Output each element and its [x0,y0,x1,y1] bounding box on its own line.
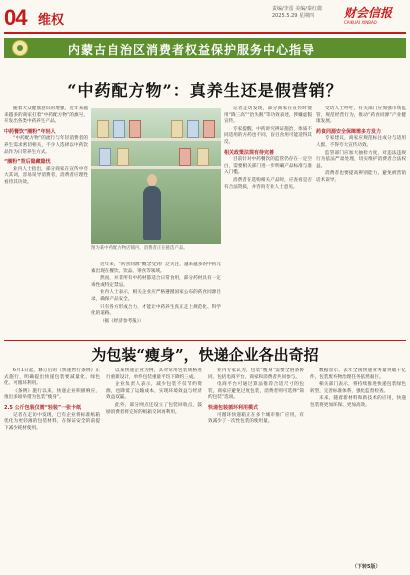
article-paragraph: 《条例》施行以来，快递企业积极响应，推出多项举措为包装“瘦身”。 [4,388,100,401]
header-divider [4,32,406,34]
article-paragraph: 然而，并非所有中药材都适合日常食用，部分药材具有一定毒性或特定禁忌。 [91,276,221,288]
article-paragraph: 消费者也要提高辨别能力，避免被营销话术误导。 [316,171,406,183]
article-column [4,368,100,562]
edition-meta [272,6,322,20]
continued-note: （下转5版） [352,564,381,570]
article-subheading: “圈粉”背后隐藏隐忧 [4,159,51,166]
article-paragraph: 目前针对中药餐饮的监管仍存在一定空白，需要相关部门进一步明确产品标准与准入门槛。 [224,157,312,176]
newspaper-brand-latin: CAIKUAI XINBAO [344,20,377,25]
article-paragraph: 消费者在选购相关产品时，应查看是否有合法资质，并咨询专业人士意见。 [224,177,312,190]
article-subheading: 2.5 公斤包装仅需“轻装”一张卡纸 [4,404,82,411]
article-paragraph: （据《经济参考报》） [100,318,144,324]
guidance-banner [4,38,406,58]
article-subheading: 快递包装循环利用模式 [208,404,259,411]
article-subheading: 中药餐饮“圈粉”年轻人 [4,128,56,135]
article-paragraph: 6月1日起，修订后的《快递暂行条例》正式施行，明确提出快递包装要减量化、绿色化、可循环利用。 [4,368,100,387]
section-divider [4,340,406,341]
article-paragraph: 只有各方形成合力，才能让中药养生真正走上规范化、科学化的道路。 [91,304,221,317]
article-paragraph: 此外，部分网点还设立了包装回收点，鼓励消费者将完好的纸箱交回再利用。 [106,402,202,415]
newspaper-brand: 财会信报 [344,6,393,20]
article-column [91,262,221,332]
banner-title: 内蒙古自治区消费者权益保护服务中心指导 [68,43,316,57]
article-paragraph: 电商平台可通过算法推荐合适尺寸的包装，商家应避免过度包装，消费者则可选择“简约包装”选项。 [208,382,304,401]
article-paragraph: 随着大众健康意识的增强，近年来越来越多的商家打着“中药配方物”的旗号，开发出各类中药养生产品。 [4,106,88,125]
article-paragraph: “中药配方物”的流行与年轻消费者的养生需求密切相关，不少人选择以中药饮品作为日常养生方式。 [4,136,88,155]
editor-credits: 责编/李雷 美编/秦红微 [272,6,322,12]
page-header [0,0,410,34]
article-paragraph: 记者走访发现，部分商家在宣传时使用“降三高”“治失眠”等功效表述，涉嫌虚假宣传。 [224,106,312,125]
article-paragraph: 近年来，“药食同源”概念受到广泛关注，越来越多的中药元素出现在餐饮、饮品、零食等领域。 [91,262,221,274]
article-paragraph: 受访人士呼吁，有关部门应加强市场监管，规范经营行为，推动“药食同源”产业健康发展。 [316,106,406,125]
consumer-rights-emblem-icon [12,40,28,56]
page-number: 04 [4,5,27,30]
photo-caption: 图为某中药配方物店铺内，消费者正在挑选产品。 [91,246,188,251]
article-paragraph: 以某快递企业为例，其对常用包装规格进行重新设计，单件包装重量平均下降约三成。 [106,368,202,380]
article-photo [91,108,221,244]
section-name: 维权 [38,13,65,28]
article-paragraph: 专家建议，商家应规范标注成分与适用人群，不得夸大宣传功效。 [316,136,406,148]
article-column [208,368,304,562]
article-column [4,106,88,332]
article-paragraph: 数据显示，去年全国快递业务量突破千亿件，包装废弃物治理任务依然艰巨。 [310,368,406,380]
article-paragraph: 业内人士表示，相关企业应严格遵循国家公布的药食同源目录，确保产品安全。 [91,290,221,302]
article-paragraph: 未来，随着新材料和新技术的应用，快递包装将更加环保、更加高效。 [310,396,406,408]
article-headline: 为包装“瘦身”，快递企业各出奇招 [91,346,319,364]
article-paragraph: 业内人士指出，部分商家在宣传中夸大其词，容易误导消费者，消费者应理性看待其功效。 [4,166,88,185]
article-paragraph: 企业负责人表示，减少包装不仅节约资源，也降低了运输成本，实现环境效益与经济效益双赢。 [106,382,202,401]
article-column [224,106,312,332]
article-paragraph: 监管部门应加大抽检力度，对违法违规行为依法严肃处理，切实维护消费者合法权益。 [316,150,406,169]
issue-date: 2025.5.29 星期四 [272,13,315,19]
article-subheading: 药食同源安全保障需多方发力 [316,128,382,135]
article-paragraph: 专家提醒，中药讲究辨证施治，体质不同适用的方药也不同，盲目食用可能适得其反。 [224,126,312,145]
article-column [310,368,406,562]
article-headline: “中药配方物”：真养生还是假营销？ [67,81,343,100]
article-paragraph: 记者在走访中发现，已有企业将标准纸箱优化为更轻薄的包装材料，在保证安全的前提下减少耗材使用。 [4,412,100,431]
article-paragraph: 可循环快递箱正在多个城市推广应用，有效减少了一次性包装的使用量。 [208,412,304,425]
article-paragraph: 相关部门表示，将持续推进快递包装绿色转型，完善标准体系，强化监督检查。 [310,382,406,394]
article-subheading: 相关政策法规有待完善 [224,149,275,156]
article-column [106,368,202,562]
article-paragraph: 业内专家认为，包装“瘦身”需要全链条协同，包括电商平台、商家和消费者共同参与。 [208,368,304,380]
article-column [316,106,406,332]
